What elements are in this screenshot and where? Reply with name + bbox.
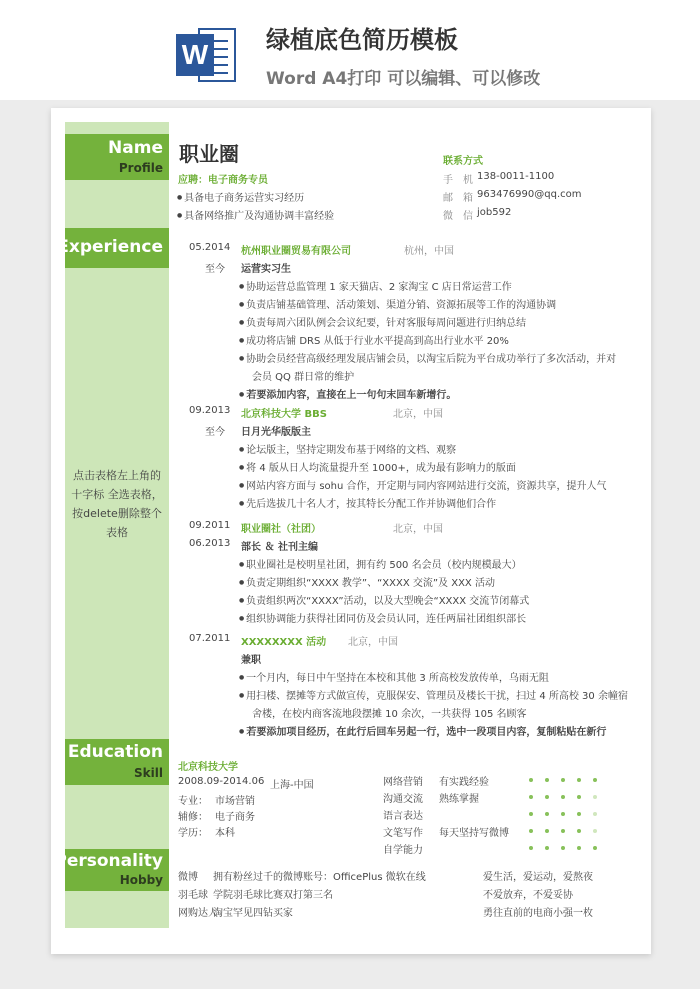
experience-bullet: ● 论坛版主，坚持定期发布基于网络的文档、观察 xyxy=(239,441,456,456)
experience-role: 部长 ＆ 社刊主编 xyxy=(241,542,318,553)
candidate-name: 职业圈 xyxy=(179,142,239,166)
education-label: 辅修： xyxy=(178,812,208,823)
word-letter-badge: W xyxy=(176,34,214,76)
skill-level-dot xyxy=(561,795,565,799)
skill-level-dot xyxy=(529,795,533,799)
section-tab-education xyxy=(65,739,169,785)
experience-bullet: 会员 QQ 群日常的维护 xyxy=(252,372,355,383)
contact-label: 邮 箱 xyxy=(443,193,473,204)
skill-level-dot xyxy=(545,778,549,782)
experience-date-end: 06.2013 xyxy=(189,538,231,549)
experience-bullet: ● 负责组织两次“XXXX”活动，以及大型晚会“XXXX 交流节闭幕式 xyxy=(239,592,529,607)
skill-level-dot xyxy=(577,795,581,799)
skill-level-dot xyxy=(545,795,549,799)
skill-level-dot xyxy=(529,812,533,816)
experience-org: 北京科技大学 BBS xyxy=(241,409,327,420)
experience-date-start: 05.2014 xyxy=(189,242,231,253)
skill-level-dot xyxy=(529,829,533,833)
skill-desc: 有实践经验 xyxy=(439,777,489,788)
banner-subtitle: Word A4打印 可以编辑、可以修改 xyxy=(266,69,541,89)
experience-role: 运营实习生 xyxy=(241,264,291,275)
education-label: 专业： xyxy=(178,796,208,807)
contact-label: 手 机 xyxy=(443,175,473,186)
education-city: 上海-中国 xyxy=(270,780,314,791)
experience-bullet: ● 职业圈社是校明星社团，拥有约 500 名会员（校内规模最大） xyxy=(239,556,522,571)
experience-bullet: ● 用扫楼、摆摊等方式做宣传，克服保安、管理员及楼长干扰，扫过 4 所高校 30 余幢宿 xyxy=(239,687,628,702)
experience-bullet: ● 负责定期组织“XXXX 教学”、“XXXX 交流”及 XXX 活动 xyxy=(239,574,495,589)
section-title: Personality xyxy=(54,851,163,871)
experience-bullet: ● 组织协调能力获得社团同仿及会员认同，连任两届社团组织部长 xyxy=(239,610,526,625)
skill-level-dot xyxy=(545,846,549,850)
skill-level-dot xyxy=(593,829,597,833)
experience-date-start: 09.2013 xyxy=(189,405,231,416)
skill-level-dot xyxy=(577,778,581,782)
hobby-name: 羽毛球 xyxy=(178,890,208,901)
experience-location: 北京，中国 xyxy=(393,524,443,535)
experience-bullet: ● 成功将店铺 DRS 从低于行业水平提高到高出行业水平 20% xyxy=(239,332,509,347)
hobby-desc: 学院羽毛球比赛双打第三名 xyxy=(213,890,333,901)
skill-level-dot xyxy=(593,846,597,850)
skill-name: 网络营销 xyxy=(383,777,423,788)
banner-title: 绿植底色简历模板 xyxy=(266,26,458,54)
resume-paper xyxy=(51,108,651,954)
hobby-name: 网购达人 xyxy=(178,908,218,919)
section-tab-name xyxy=(65,134,169,180)
skill-level-dot xyxy=(545,812,549,816)
hobby-desc: 拥有粉丝过千的微博账号：OfficePlus 微软在线 xyxy=(213,872,426,883)
banner xyxy=(0,0,700,100)
skill-level-dot xyxy=(561,812,565,816)
experience-bullet: ● 一个月内，每日中午坚持在本校和其他 3 所高校发放传单，乌雨无阻 xyxy=(239,669,549,684)
skill-level-dot xyxy=(593,778,597,782)
phone-value: 138-0011-1100 xyxy=(477,171,555,182)
wechat-value: job592 xyxy=(477,207,512,218)
contact-label: 微 信 xyxy=(443,211,473,222)
experience-bullet: ● 协助会员经营高级经理发展店铺会员，以淘宝后院为平台成功举行了多次活动，并对 xyxy=(239,350,616,365)
skill-name: 沟通交流 xyxy=(383,794,423,805)
experience-date-start: 07.2011 xyxy=(189,633,231,644)
hobby-trait: 不爱放弃，不爱妥协 xyxy=(483,890,573,901)
education-value: 市场营销 xyxy=(215,796,255,807)
sidebar-hint: 点击表格左上角的 十字标 全选表格，按delete删除整个表格 xyxy=(71,469,163,539)
experience-bullet: ● 网站内容方面与 sohu 合作，开定期与同内容网站进行交流，资源共享，提升人气 xyxy=(239,477,607,492)
section-tab-experience xyxy=(57,228,169,268)
hobby-desc: 淘宝罕见四钻买家 xyxy=(213,908,293,919)
experience-org: XXXXXXXX 活动 xyxy=(241,637,327,648)
section-title: Name xyxy=(108,138,163,158)
skill-name: 自学能力 xyxy=(383,845,423,856)
hobby-trait: 勇往直前的电商小强一枚 xyxy=(483,908,593,919)
experience-bullet: ● 若要添加项目经历，在此行后回车另起一行，选中一段项目内容，复制粘贴在新行 xyxy=(239,723,606,738)
email-value: 963476990@qq.com xyxy=(477,189,582,200)
skill-level-dot xyxy=(561,829,565,833)
skill-level-dot xyxy=(593,812,597,816)
skill-level-dot xyxy=(577,812,581,816)
contact-title: 联系方式 xyxy=(443,156,483,167)
experience-date-start: 09.2011 xyxy=(189,520,231,531)
hobby-trait: 爱生活，爱运动，爱熬夜 xyxy=(483,872,593,883)
word-document-icon xyxy=(176,24,238,86)
skill-name: 语言表达 xyxy=(383,811,423,822)
skill-level-dot xyxy=(561,778,565,782)
education-label: 学历： xyxy=(178,828,208,839)
experience-bullet: ● 负责每周六团队例会会议纪要，针对客服每周问题进行归纳总结 xyxy=(239,314,526,329)
experience-bullet: ● 负责店铺基础管理、活动策划、渠道分销、资源拓展等工作的沟通协调 xyxy=(239,296,556,311)
profile-point: ● 具备电子商务运营实习经历 xyxy=(177,189,304,204)
education-value: 本科 xyxy=(215,828,235,839)
section-subtitle: Hobby xyxy=(119,873,163,887)
experience-location: 北京，中国 xyxy=(348,637,398,648)
experience-bullet: ● 协助运营总监管理 1 家天猫店、2 家淘宝 C 店日常运营工作 xyxy=(239,278,512,293)
position-applied: 应聘：电子商务专员 xyxy=(178,175,268,186)
school-name: 北京科技大学 xyxy=(178,762,238,773)
experience-bullet: ● 将 4 版从日人均流量提升至 1000+，成为最有影响力的版面 xyxy=(239,459,516,474)
skill-desc: 熟练掌握 xyxy=(439,794,479,805)
profile-point: ● 具备网络推广及沟通协调丰富经验 xyxy=(177,207,334,222)
skill-name: 文笔写作 xyxy=(383,828,423,839)
skill-level-dot xyxy=(545,829,549,833)
experience-bullet: 舍楼，在校内商客流地段摆摊 10 余次，一共获得 105 名顾客 xyxy=(252,709,527,720)
skill-level-dot xyxy=(593,795,597,799)
education-period: 2008.09-2014.06 xyxy=(178,776,265,787)
experience-date-end: 至今 xyxy=(205,427,225,438)
skill-level-dot xyxy=(577,829,581,833)
skill-level-dot xyxy=(529,846,533,850)
experience-date-end: 至今 xyxy=(205,264,225,275)
section-title: Education xyxy=(67,742,163,762)
skill-level-dot xyxy=(577,846,581,850)
education-value: 电子商务 xyxy=(215,812,255,823)
experience-org: 职业圈社（社团） xyxy=(241,524,321,535)
skill-desc: 每天坚持写微博 xyxy=(439,828,509,839)
section-title: Experience xyxy=(57,237,163,257)
experience-location: 杭州，中国 xyxy=(404,246,454,257)
experience-bullet: ● 先后选拔几十名人才，按其特长分配工作并协调他们合作 xyxy=(239,495,496,510)
experience-location: 北京，中国 xyxy=(393,409,443,420)
section-subtitle: Profile xyxy=(118,161,163,175)
skill-level-dot xyxy=(529,778,533,782)
experience-role: 兼职 xyxy=(241,655,261,666)
experience-bullet: ● 若要添加内容，直接在上一句句末回车新增行。 xyxy=(239,386,456,401)
section-tab-personality xyxy=(54,849,169,891)
hobby-name: 微博 xyxy=(178,872,198,883)
skill-level-dot xyxy=(561,846,565,850)
section-subtitle: Skill xyxy=(134,766,163,780)
experience-role: 日月光华版版主 xyxy=(241,427,311,438)
experience-org: 杭州职业圈贸易有限公司 xyxy=(241,246,351,257)
